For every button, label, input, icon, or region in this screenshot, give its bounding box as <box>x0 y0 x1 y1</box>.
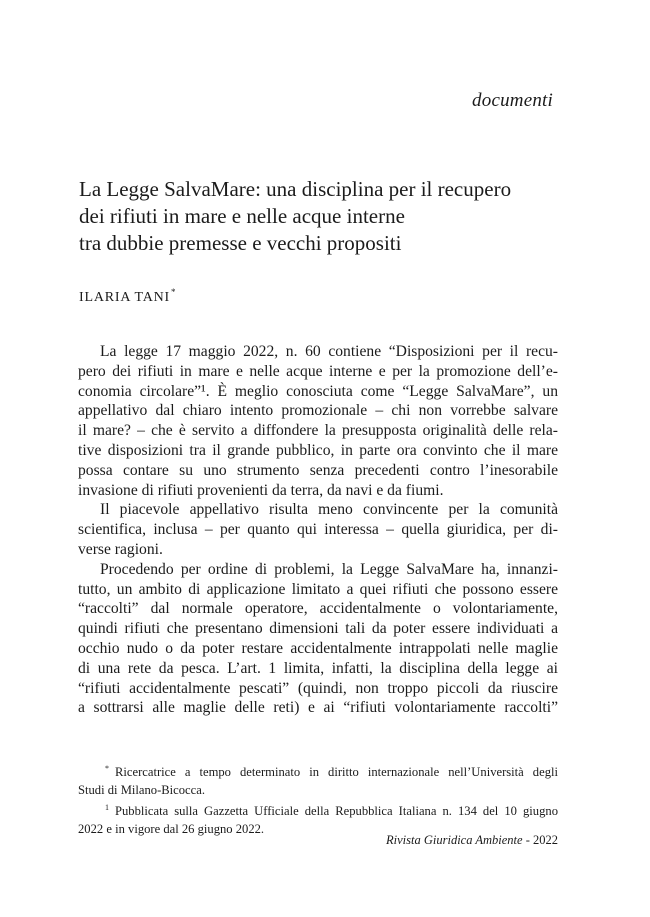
text-line: “rifiuti accidentalmente pescati” (quindi, non troppo piccoli da riuscire <box>78 679 558 697</box>
text-line: occhio nudo o da poter restare accidentalmente intrappolati nelle maglie <box>78 639 558 657</box>
text-line: verse ragioni. <box>78 540 163 558</box>
journal-name: Rivista Giuridica Ambiente <box>386 833 523 847</box>
text-line: conomia circolare”¹. È meglio conosciuta come “Legge SalvaMare”, un <box>78 382 558 400</box>
footnote-line <box>78 799 558 820</box>
title-line: dei rifiuti in mare e nelle acque interne <box>79 204 405 228</box>
footer-year: 2022 <box>533 833 558 847</box>
text-line: quindi rifiuti che presentano dimensioni tali da poter essere individuati a <box>78 620 558 638</box>
footnote-text: Pubblicata sulla Gazzetta Ufficiale della Repubblica Italiana n. 134 del 10 giugno <box>115 804 558 818</box>
footnote-line: 2022 e in vigore dal 26 giugno 2022. <box>78 822 265 836</box>
author-footnote-mark: * <box>171 287 177 297</box>
title-line: tra dubbie premesse e vecchi propositi <box>79 231 402 255</box>
paragraph <box>78 560 558 718</box>
footnote-text: Ricercatrice a tempo determinato in diritto internazionale nell’Università degli <box>115 765 558 779</box>
text-line: Il piacevole appellativo risulta meno convincente per la comunità <box>100 501 558 519</box>
page-footer <box>386 833 558 848</box>
article-body <box>78 342 558 718</box>
text-line: appellativo dal chiaro intento promozionale – chi non vorrebbe salvare <box>78 402 558 420</box>
footnote-line <box>78 760 558 781</box>
text-line: tutto, un ambito di applicazione limitato a quei rifiuti che possono essere <box>78 580 558 598</box>
footnote-mark: 1 <box>105 803 109 812</box>
section-label: documenti <box>472 90 553 111</box>
text-line: il mare? – che è servito a diffondere la presupposta originalità delle rela- <box>78 422 558 440</box>
text-line: di una rete da pesca. L’art. 1 limita, infatti, la disciplina della legge ai <box>78 659 558 677</box>
paragraph <box>78 342 558 500</box>
article-title <box>79 176 579 257</box>
author-line <box>79 287 176 306</box>
text-line: “raccolti” dal normale operatore, accidentalmente o volontariamente, <box>78 600 558 618</box>
text-line: pero dei rifiuti in mare e nelle acque interne e per la promozione dell’e- <box>78 362 558 380</box>
text-line: invasione di rifiuti provenienti da terra, da navi e da fiumi. <box>78 481 444 499</box>
text-line: Procedendo per ordine di problemi, la Legge SalvaMare ha, innanzi- <box>100 560 558 578</box>
footnotes <box>78 760 558 838</box>
footnote <box>78 760 558 799</box>
paragraph <box>78 500 558 559</box>
text-line: scientifica, inclusa – per quanto qui interessa – quella giuridica, per di- <box>78 521 558 539</box>
author-name: ILARIA TANI <box>79 290 171 305</box>
text-line: a sottrarsi alle maglie delle reti) e ai “rifiuti volontariamente raccolti” <box>78 699 558 717</box>
footnote-mark: * <box>105 764 109 773</box>
title-line: La Legge SalvaMare: una disciplina per il recupero <box>79 177 512 201</box>
footnote-line: Studi di Milano-Bicocca. <box>78 783 205 797</box>
footer-separator: - <box>522 833 533 847</box>
text-line: possa contare su uno strumento senza precedenti contro l’inesorabile <box>78 461 558 479</box>
text-line: tive disposizioni tra il grande pubblico, in parte ora convinto che il mare <box>78 441 558 459</box>
text-line: La legge 17 maggio 2022, n. 60 contiene “Disposizioni per il recu- <box>100 343 558 360</box>
